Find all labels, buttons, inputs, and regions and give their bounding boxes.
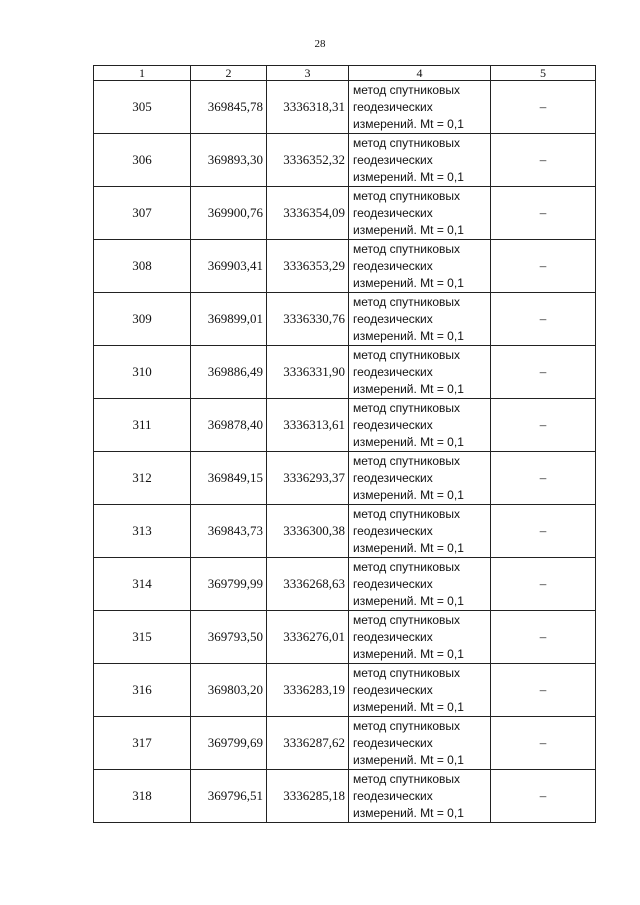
coordinate-y-cell: 3336276,01 <box>267 611 349 664</box>
coordinate-x-cell: 369900,76 <box>191 187 267 240</box>
point-number-cell: 309 <box>94 293 191 346</box>
table-row <box>94 664 596 717</box>
method-cell <box>349 505 491 558</box>
coordinate-x-cell: 369799,69 <box>191 717 267 770</box>
method-line: метод спутниковых <box>353 771 461 786</box>
column-header-5: 5 <box>491 66 596 81</box>
method-cell <box>349 770 491 823</box>
table-row <box>94 717 596 770</box>
method-line: геодезических <box>353 523 433 538</box>
method-line: измерений. Mt = 0,1 <box>353 752 464 767</box>
method-cell <box>349 399 491 452</box>
method-cell <box>349 81 491 134</box>
method-cell <box>349 717 491 770</box>
page-number: 28 <box>314 38 326 50</box>
point-number-cell: 316 <box>94 664 191 717</box>
coordinate-x-cell: 369803,20 <box>191 664 267 717</box>
method-line: геодезических <box>353 417 433 432</box>
column-header-4: 4 <box>349 66 491 81</box>
method-line: измерений. Mt = 0,1 <box>353 169 464 184</box>
method-line: измерений. Mt = 0,1 <box>353 487 464 502</box>
table-row <box>94 81 596 134</box>
coordinate-y-cell: 3336283,19 <box>267 664 349 717</box>
method-line: измерений. Mt = 0,1 <box>353 222 464 237</box>
method-cell <box>349 293 491 346</box>
method-line: геодезических <box>353 99 433 114</box>
coordinate-x-cell: 369903,41 <box>191 240 267 293</box>
table-row <box>94 452 596 505</box>
method-line: геодезических <box>353 258 433 273</box>
method-line: геодезических <box>353 576 433 591</box>
column-header-1: 1 <box>94 66 191 81</box>
header-row <box>94 66 596 81</box>
method-cell <box>349 240 491 293</box>
method-cell <box>349 558 491 611</box>
method-cell <box>349 134 491 187</box>
method-line: геодезических <box>353 311 433 326</box>
coordinate-x-cell: 369799,99 <box>191 558 267 611</box>
method-line: метод спутниковых <box>353 82 461 97</box>
point-number-cell: 305 <box>94 81 191 134</box>
table-row <box>94 346 596 399</box>
note-cell: – <box>491 770 596 823</box>
method-line: метод спутниковых <box>353 347 461 362</box>
method-line: измерений. Mt = 0,1 <box>353 275 464 290</box>
note-cell: – <box>491 558 596 611</box>
coordinate-x-cell: 369796,51 <box>191 770 267 823</box>
coordinate-y-cell: 3336330,76 <box>267 293 349 346</box>
method-cell <box>349 187 491 240</box>
column-header-3: 3 <box>267 66 349 81</box>
coordinate-y-cell: 3336300,38 <box>267 505 349 558</box>
note-cell: – <box>491 134 596 187</box>
note-cell: – <box>491 293 596 346</box>
method-line: геодезических <box>353 470 433 485</box>
point-number-cell: 308 <box>94 240 191 293</box>
coordinate-x-cell: 369899,01 <box>191 293 267 346</box>
method-line: метод спутниковых <box>353 718 461 733</box>
method-line: метод спутниковых <box>353 612 461 627</box>
coordinate-y-cell: 3336268,63 <box>267 558 349 611</box>
table-row <box>94 770 596 823</box>
coordinate-y-cell: 3336353,29 <box>267 240 349 293</box>
point-number-cell: 314 <box>94 558 191 611</box>
coordinates-table <box>93 65 596 823</box>
point-number-cell: 312 <box>94 452 191 505</box>
column-header-2: 2 <box>191 66 267 81</box>
method-line: измерений. Mt = 0,1 <box>353 540 464 555</box>
note-cell: – <box>491 664 596 717</box>
table-row <box>94 240 596 293</box>
table-row <box>94 399 596 452</box>
coordinate-y-cell: 3336354,09 <box>267 187 349 240</box>
coordinate-x-cell: 369849,15 <box>191 452 267 505</box>
method-cell <box>349 611 491 664</box>
table-header <box>94 66 596 81</box>
note-cell: – <box>491 717 596 770</box>
method-line: измерений. Mt = 0,1 <box>353 646 464 661</box>
note-cell: – <box>491 346 596 399</box>
table-row <box>94 611 596 664</box>
coordinate-x-cell: 369878,40 <box>191 399 267 452</box>
method-line: геодезических <box>353 205 433 220</box>
coordinate-y-cell: 3336287,62 <box>267 717 349 770</box>
method-line: метод спутниковых <box>353 506 461 521</box>
coordinate-x-cell: 369843,73 <box>191 505 267 558</box>
table-row <box>94 293 596 346</box>
note-cell: – <box>491 187 596 240</box>
method-line: геодезических <box>353 735 433 750</box>
point-number-cell: 307 <box>94 187 191 240</box>
method-line: измерений. Mt = 0,1 <box>353 593 464 608</box>
method-line: метод спутниковых <box>353 294 461 309</box>
method-line: геодезических <box>353 682 433 697</box>
table-body <box>94 81 596 823</box>
method-line: геодезических <box>353 788 433 803</box>
note-cell: – <box>491 81 596 134</box>
method-cell <box>349 452 491 505</box>
note-cell: – <box>491 240 596 293</box>
method-cell <box>349 346 491 399</box>
point-number-cell: 306 <box>94 134 191 187</box>
coordinate-x-cell: 369886,49 <box>191 346 267 399</box>
table-row <box>94 505 596 558</box>
table-row <box>94 558 596 611</box>
method-line: измерений. Mt = 0,1 <box>353 699 464 714</box>
coordinate-y-cell: 3336285,18 <box>267 770 349 823</box>
method-line: измерений. Mt = 0,1 <box>353 116 464 131</box>
coordinate-y-cell: 3336313,61 <box>267 399 349 452</box>
method-line: метод спутниковых <box>353 400 461 415</box>
coordinate-x-cell: 369793,50 <box>191 611 267 664</box>
table-row <box>94 187 596 240</box>
point-number-cell: 317 <box>94 717 191 770</box>
method-line: измерений. Mt = 0,1 <box>353 381 464 396</box>
method-line: метод спутниковых <box>353 559 461 574</box>
method-line: метод спутниковых <box>353 135 461 150</box>
method-line: геодезических <box>353 629 433 644</box>
method-line: метод спутниковых <box>353 453 461 468</box>
note-cell: – <box>491 611 596 664</box>
point-number-cell: 313 <box>94 505 191 558</box>
method-line: метод спутниковых <box>353 241 461 256</box>
method-line: измерений. Mt = 0,1 <box>353 805 464 820</box>
coordinate-x-cell: 369893,30 <box>191 134 267 187</box>
coordinate-y-cell: 3336352,32 <box>267 134 349 187</box>
coordinate-y-cell: 3336293,37 <box>267 452 349 505</box>
method-line: геодезических <box>353 152 433 167</box>
point-number-cell: 315 <box>94 611 191 664</box>
coordinate-y-cell: 3336318,31 <box>267 81 349 134</box>
method-line: геодезических <box>353 364 433 379</box>
coordinate-y-cell: 3336331,90 <box>267 346 349 399</box>
table-row <box>94 134 596 187</box>
method-cell <box>349 664 491 717</box>
method-line: метод спутниковых <box>353 665 461 680</box>
method-line: метод спутниковых <box>353 188 461 203</box>
point-number-cell: 310 <box>94 346 191 399</box>
method-line: измерений. Mt = 0,1 <box>353 434 464 449</box>
point-number-cell: 318 <box>94 770 191 823</box>
note-cell: – <box>491 452 596 505</box>
method-line: измерений. Mt = 0,1 <box>353 328 464 343</box>
point-number-cell: 311 <box>94 399 191 452</box>
coordinate-x-cell: 369845,78 <box>191 81 267 134</box>
note-cell: – <box>491 505 596 558</box>
note-cell: – <box>491 399 596 452</box>
